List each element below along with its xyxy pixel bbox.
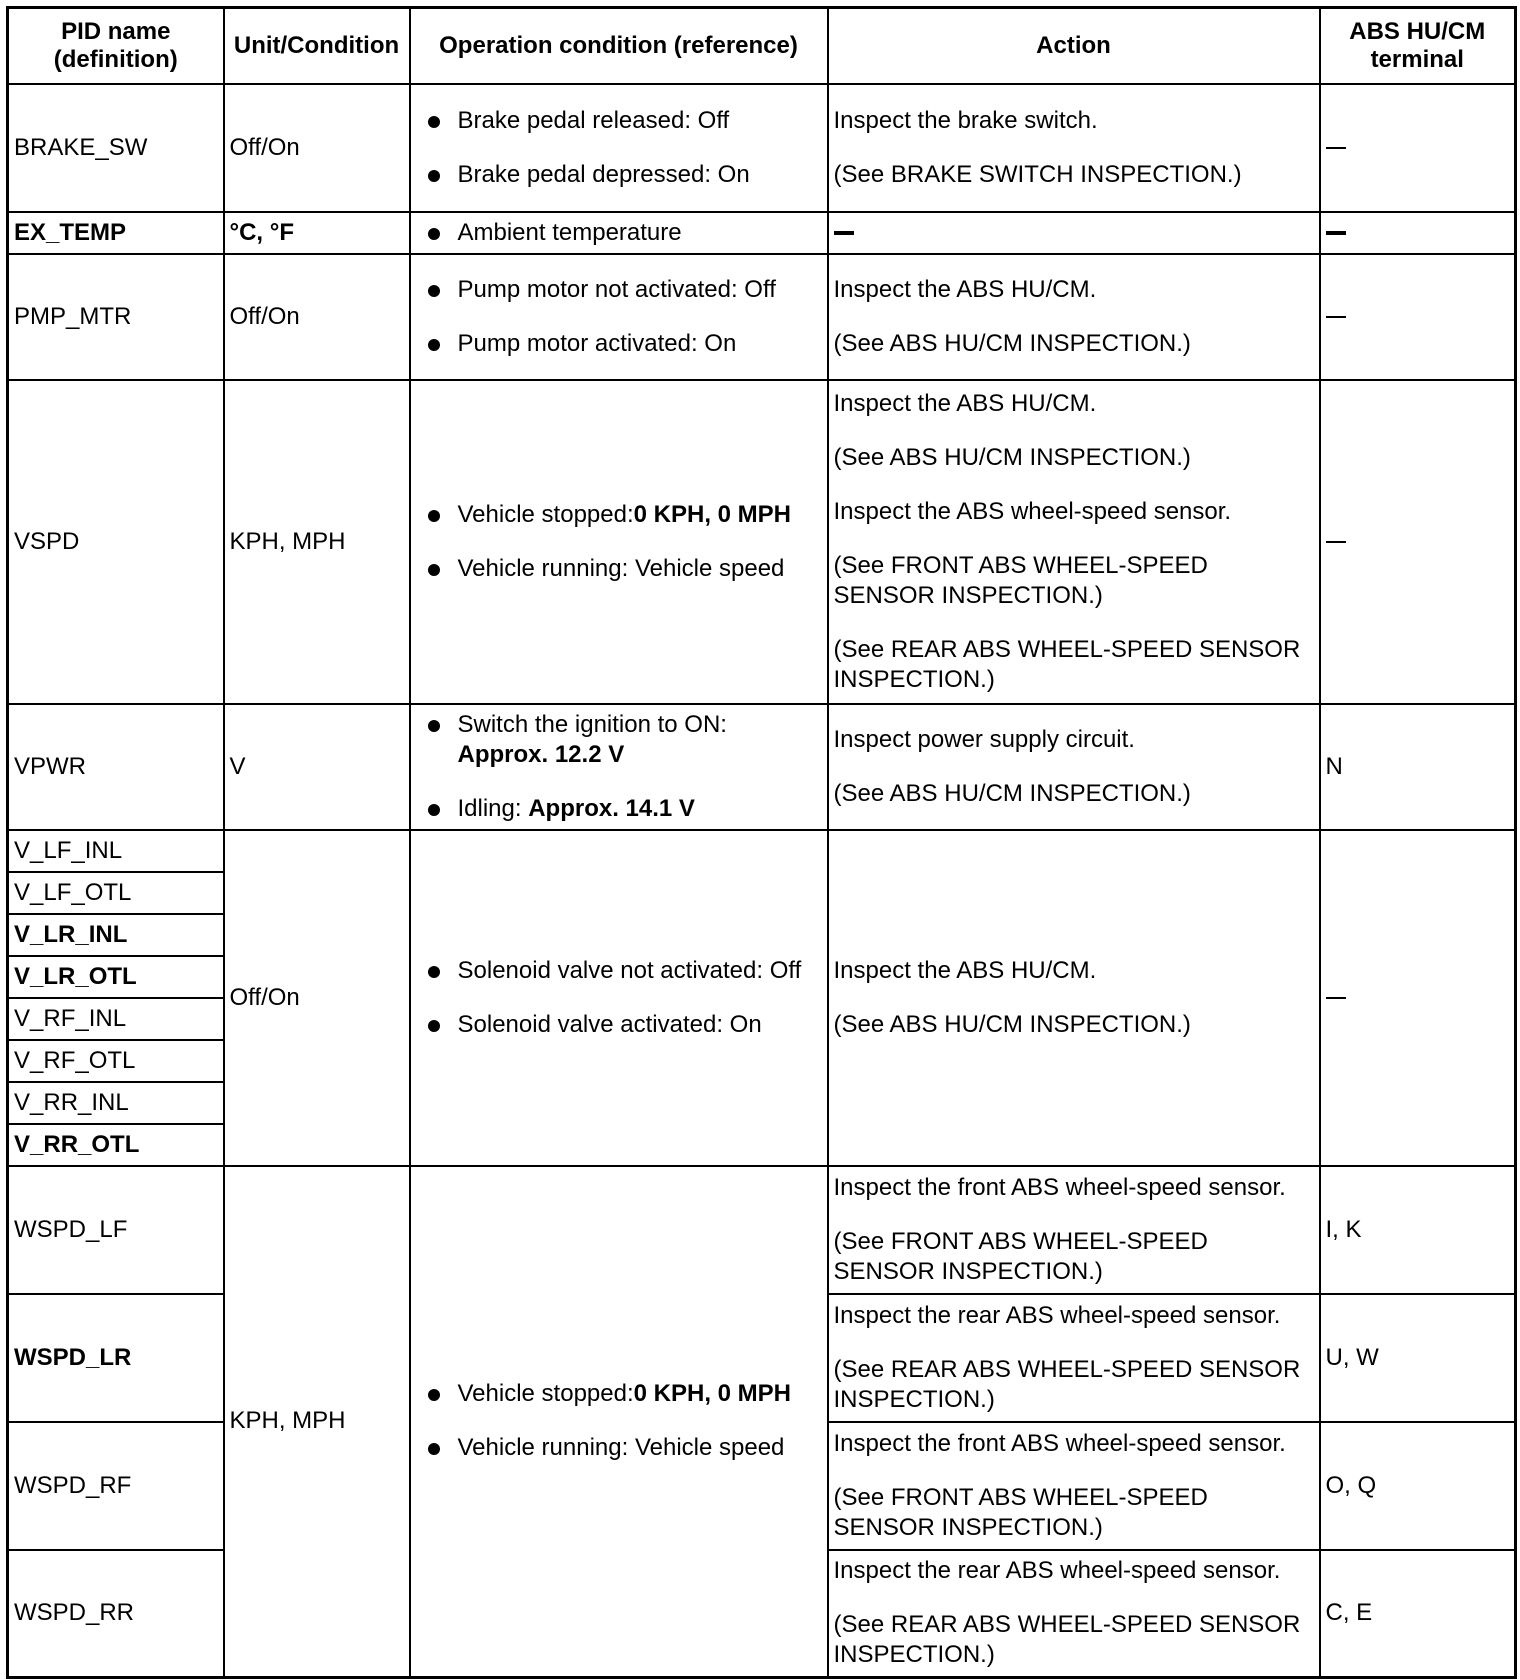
condition-value: 0 KPH, 0 MPH bbox=[633, 500, 792, 528]
condition-cell bbox=[410, 830, 828, 1166]
condition-item: Ambient temperature bbox=[458, 218, 823, 248]
action-cell bbox=[828, 1294, 1320, 1422]
pid-cell: VSPD bbox=[8, 380, 224, 704]
action-line: (See REAR ABS WHEEL-SPEED SENSOR INSPECTION.) bbox=[833, 1355, 1301, 1413]
condition-text: Vehicle stopped: bbox=[457, 1380, 634, 1408]
header-pid-name: PID name (definition) bbox=[8, 8, 224, 84]
action-line: (See FRONT ABS WHEEL-SPEED SENSOR INSPECTION.) bbox=[833, 1227, 1208, 1285]
action-line: (See ABS HU/CM INSPECTION.) bbox=[833, 779, 1191, 807]
pid-cell: V_RF_INL bbox=[8, 998, 224, 1040]
action-cell bbox=[828, 254, 1320, 380]
condition-text: Vehicle stopped: bbox=[457, 500, 634, 528]
action-cell bbox=[828, 830, 1320, 1166]
action-line: (See REAR ABS WHEEL-SPEED SENSOR INSPECTION.) bbox=[833, 1611, 1301, 1669]
pid-cell: V_LF_OTL bbox=[8, 872, 224, 914]
condition-value: Approx. 12.2 V bbox=[457, 740, 625, 768]
condition-text: Switch the ignition to ON: bbox=[457, 710, 727, 738]
action-line: Inspect the rear ABS wheel-speed sensor. bbox=[833, 1557, 1281, 1585]
pid-cell: V_LR_OTL bbox=[8, 956, 224, 998]
condition-item: Solenoid valve not activated: Off bbox=[458, 956, 823, 986]
pid-cell: WSPD_LR bbox=[8, 1294, 224, 1422]
terminal-cell: U, W bbox=[1320, 1294, 1516, 1422]
action-cell bbox=[828, 1550, 1320, 1678]
unit-cell: Off/On bbox=[224, 830, 410, 1166]
header-unit-condition: Unit/Condition bbox=[224, 8, 410, 84]
header-operation-condition: Operation condition (reference) bbox=[410, 8, 828, 84]
pid-cell: V_RR_INL bbox=[8, 1082, 224, 1124]
action-line: (See ABS HU/CM INSPECTION.) bbox=[833, 329, 1191, 357]
unit-cell: °C, °F bbox=[224, 212, 410, 254]
action-line: (See FRONT ABS WHEEL-SPEED SENSOR INSPECTION.) bbox=[833, 551, 1208, 609]
pid-table bbox=[6, 6, 1517, 1679]
terminal-cell bbox=[1320, 830, 1516, 1166]
terminal-cell bbox=[1320, 212, 1516, 254]
condition-value: 0 KPH, 0 MPH bbox=[633, 1380, 792, 1408]
dash-mark bbox=[1326, 541, 1346, 543]
pid-cell: WSPD_RF bbox=[8, 1422, 224, 1550]
pid-cell: WSPD_LF bbox=[8, 1166, 224, 1294]
dash-mark bbox=[1326, 231, 1346, 235]
table-row-ex-temp bbox=[8, 212, 1516, 254]
terminal-cell: N bbox=[1320, 704, 1516, 830]
condition-cell bbox=[410, 380, 828, 704]
condition-text: Idling: bbox=[457, 794, 522, 822]
pid-cell: V_RF_OTL bbox=[8, 1040, 224, 1082]
table-row-pmp-mtr bbox=[8, 254, 1516, 380]
terminal-cell bbox=[1320, 380, 1516, 704]
header-action: Action bbox=[828, 8, 1320, 84]
unit-cell: Off/On bbox=[224, 254, 410, 380]
condition-item: Brake pedal depressed: On bbox=[458, 160, 823, 190]
pid-cell: PMP_MTR bbox=[8, 254, 224, 380]
action-line: Inspect the front ABS wheel-speed sensor. bbox=[833, 1429, 1286, 1457]
pid-cell: BRAKE_SW bbox=[8, 84, 224, 212]
condition-item bbox=[458, 1379, 823, 1409]
condition-item: Vehicle running: Vehicle speed bbox=[458, 554, 823, 584]
pid-cell: V_LF_INL bbox=[8, 830, 224, 872]
unit-cell: KPH, MPH bbox=[224, 1166, 410, 1678]
condition-item: Vehicle running: Vehicle speed bbox=[458, 1433, 823, 1463]
action-line: Inspect power supply circuit. bbox=[833, 725, 1135, 753]
condition-item: Solenoid valve activated: On bbox=[458, 1010, 823, 1040]
condition-item: Pump motor not activated: Off bbox=[458, 275, 823, 305]
action-line: Inspect the ABS HU/CM. bbox=[833, 275, 1097, 303]
action-line: Inspect the ABS HU/CM. bbox=[833, 389, 1097, 417]
action-cell bbox=[828, 1422, 1320, 1550]
unit-cell: KPH, MPH bbox=[224, 380, 410, 704]
header-row bbox=[8, 8, 1516, 84]
pid-cell: V_RR_OTL bbox=[8, 1124, 224, 1166]
condition-value: Approx. 14.1 V bbox=[528, 794, 695, 822]
action-line: (See ABS HU/CM INSPECTION.) bbox=[833, 443, 1191, 471]
pid-cell: V_LR_INL bbox=[8, 914, 224, 956]
table-row-vspd bbox=[8, 380, 1516, 704]
action-line: (See FRONT ABS WHEEL-SPEED SENSOR INSPECTION.) bbox=[833, 1483, 1208, 1541]
action-cell bbox=[828, 212, 1320, 254]
terminal-cell: C, E bbox=[1320, 1550, 1516, 1678]
action-line: Inspect the brake switch. bbox=[833, 106, 1098, 134]
terminal-cell bbox=[1320, 254, 1516, 380]
pid-cell: WSPD_RR bbox=[8, 1550, 224, 1678]
table-row-vpwr bbox=[8, 704, 1516, 830]
action-line: (See BRAKE SWITCH INSPECTION.) bbox=[833, 160, 1242, 188]
action-cell bbox=[828, 380, 1320, 704]
terminal-cell bbox=[1320, 84, 1516, 212]
action-line: Inspect the rear ABS wheel-speed sensor. bbox=[833, 1301, 1281, 1329]
table-row-wspd-lf bbox=[8, 1166, 1516, 1294]
dash-mark bbox=[1326, 316, 1346, 318]
table-row-valve bbox=[8, 830, 1516, 872]
condition-cell bbox=[410, 84, 828, 212]
terminal-cell: I, K bbox=[1320, 1166, 1516, 1294]
condition-item: Brake pedal released: Off bbox=[458, 106, 823, 136]
table-row-brake-sw bbox=[8, 84, 1516, 212]
unit-cell: V bbox=[224, 704, 410, 830]
condition-item bbox=[458, 794, 823, 824]
action-cell bbox=[828, 704, 1320, 830]
header-terminal: ABS HU/CM terminal bbox=[1320, 8, 1516, 84]
action-line: (See ABS HU/CM INSPECTION.) bbox=[833, 1010, 1191, 1038]
condition-item bbox=[458, 710, 823, 770]
unit-cell: Off/On bbox=[224, 84, 410, 212]
condition-item bbox=[458, 500, 823, 530]
condition-cell bbox=[410, 1166, 828, 1678]
condition-cell bbox=[410, 212, 828, 254]
action-line: Inspect the front ABS wheel-speed sensor. bbox=[833, 1173, 1286, 1201]
pid-cell: VPWR bbox=[8, 704, 224, 830]
condition-cell bbox=[410, 254, 828, 380]
dash-mark bbox=[834, 231, 854, 235]
action-line: Inspect the ABS HU/CM. bbox=[833, 956, 1097, 984]
action-line: (See REAR ABS WHEEL-SPEED SENSOR INSPECTION.) bbox=[833, 635, 1301, 693]
pid-cell: EX_TEMP bbox=[8, 212, 224, 254]
condition-cell bbox=[410, 704, 828, 830]
dash-mark bbox=[1326, 997, 1346, 999]
action-cell bbox=[828, 84, 1320, 212]
terminal-cell: O, Q bbox=[1320, 1422, 1516, 1550]
action-line: Inspect the ABS wheel-speed sensor. bbox=[833, 497, 1232, 525]
action-cell bbox=[828, 1166, 1320, 1294]
condition-item: Pump motor activated: On bbox=[458, 329, 823, 359]
dash-mark bbox=[1326, 147, 1346, 149]
